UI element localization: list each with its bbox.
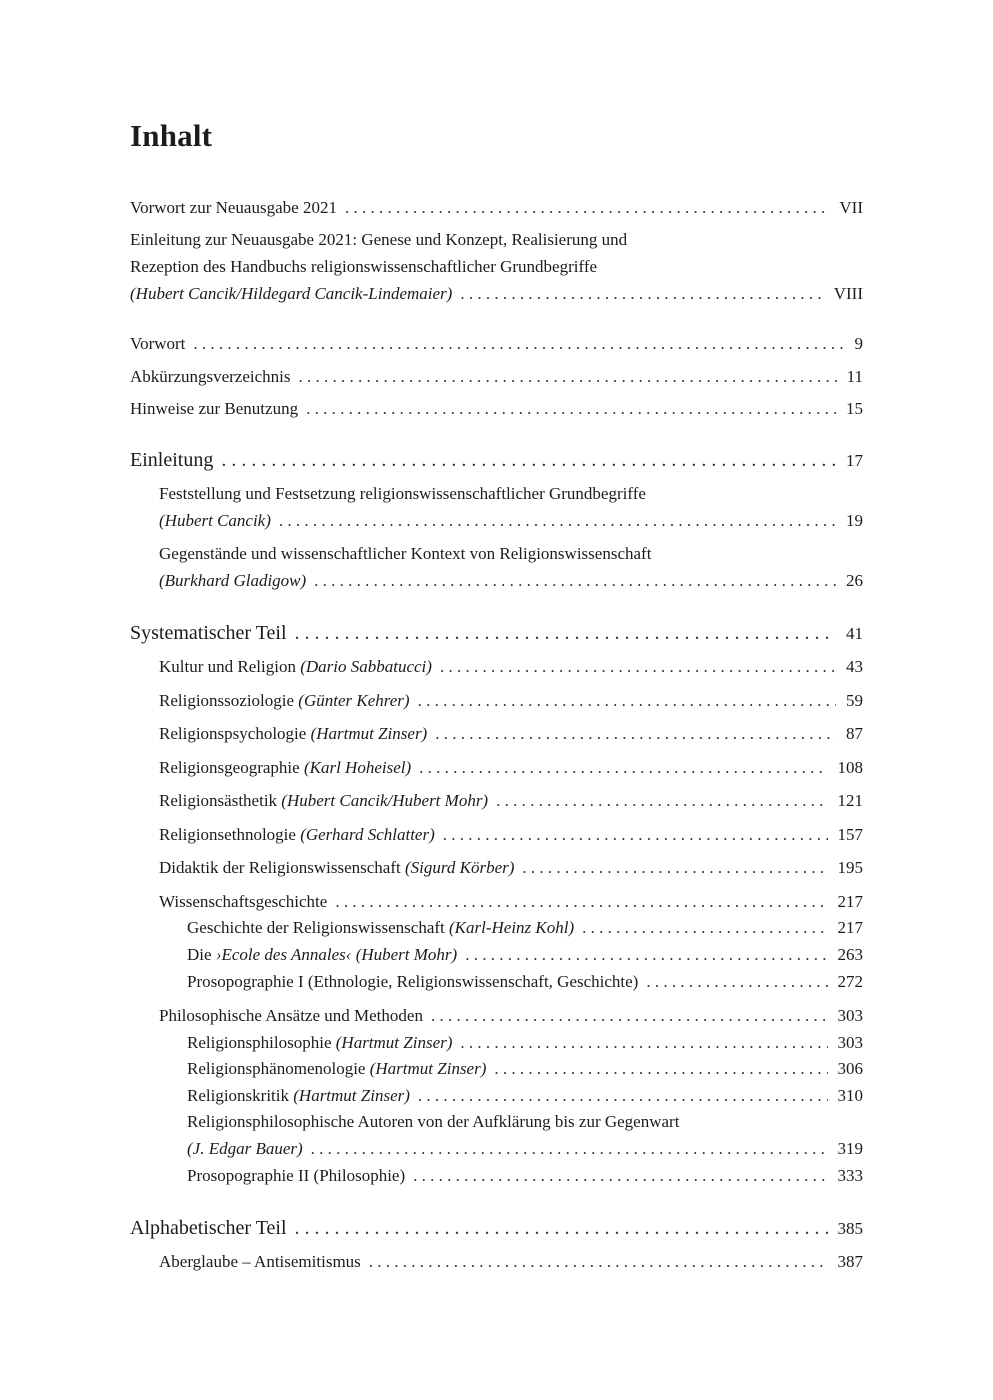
dot-leader bbox=[460, 1033, 827, 1053]
toc-entry-einleitung-neuausgabe-line2[interactable]: Rezeption des Handbuchs religionswissenschaftlicher Grundbegriffe bbox=[130, 257, 598, 276]
entry-title: Aberglaube – Antisemitismus bbox=[159, 1252, 361, 1271]
entry-title-with-author bbox=[187, 918, 574, 938]
section-title: Einleitung bbox=[130, 449, 214, 471]
page-number: 195 bbox=[837, 858, 863, 877]
entry-title: Religionsgeographie bbox=[159, 758, 300, 777]
dot-leader bbox=[465, 945, 827, 965]
dot-leader bbox=[345, 198, 829, 218]
entry-title: Religionsästhetik bbox=[159, 791, 278, 810]
toc-entry-einleitung-neuausgabe[interactable] bbox=[130, 284, 863, 304]
toc-entry-religionspsychologie[interactable] bbox=[159, 724, 863, 744]
page-number: 319 bbox=[837, 1139, 863, 1158]
dot-leader bbox=[460, 284, 823, 304]
toc-entry-gegenstaende-line1[interactable]: Gegenstände und wissenschaftlicher Kontext von Religionswissenschaft bbox=[159, 544, 652, 563]
toc-entry-hinweise[interactable] bbox=[130, 399, 863, 419]
dot-leader bbox=[431, 1006, 828, 1026]
toc-entry-autoren-line1[interactable]: Religionsphilosophische Autoren von der Aufklärung bis zur Gegenwart bbox=[187, 1112, 680, 1131]
entry-title: Prosopographie I (Ethnologie, Religionswissenschaft, Geschichte) bbox=[187, 972, 639, 991]
toc-entry-religionssoziologie[interactable] bbox=[159, 691, 863, 711]
dot-leader bbox=[299, 367, 837, 387]
entry-title-with-author bbox=[159, 657, 432, 677]
toc-entry-philosophische-ansaetze[interactable] bbox=[159, 1006, 863, 1026]
dot-leader bbox=[418, 691, 836, 711]
dot-leader bbox=[496, 791, 827, 811]
toc-entry-religionsaesthetik[interactable] bbox=[159, 791, 863, 811]
section-title: Alphabetischer Teil bbox=[130, 1217, 287, 1239]
entry-author: (Karl Hoheisel) bbox=[303, 758, 412, 777]
toc-entry-wissenschaftsgeschichte[interactable] bbox=[159, 892, 863, 912]
dot-leader bbox=[335, 892, 827, 912]
entry-author: (Gerhard Schlatter) bbox=[300, 825, 435, 844]
entry-author: (Hubert Cancik/Hildegard Cancik-Lindemaier) bbox=[130, 284, 453, 303]
entry-title-with-author bbox=[187, 1059, 486, 1079]
entry-title: Abkürzungsverzeichnis bbox=[130, 367, 291, 386]
entry-title-with-author bbox=[159, 691, 410, 711]
dot-leader bbox=[295, 621, 836, 645]
page-number: 11 bbox=[846, 367, 863, 386]
entry-author: (Hartmut Zinser) bbox=[310, 724, 428, 743]
page-number: 303 bbox=[837, 1033, 863, 1052]
dot-leader bbox=[295, 1216, 828, 1240]
dot-leader bbox=[646, 972, 827, 992]
toc-entry-religionsphaenomenologie[interactable] bbox=[187, 1059, 863, 1079]
toc-entry-kultur-und-religion[interactable] bbox=[159, 657, 863, 677]
page-number: 41 bbox=[846, 624, 863, 643]
page-number: 9 bbox=[854, 334, 863, 353]
entry-title-with-author bbox=[187, 945, 457, 965]
page-number: 263 bbox=[837, 945, 863, 964]
entry-title: Kultur und Religion bbox=[159, 657, 296, 676]
entry-prefix: Die bbox=[187, 945, 216, 964]
page-number: 26 bbox=[846, 571, 863, 590]
toc-section-systematischer-teil[interactable] bbox=[130, 621, 863, 646]
dot-leader bbox=[314, 571, 836, 591]
dot-leader bbox=[494, 1059, 827, 1079]
toc-entry-feststellung[interactable] bbox=[159, 511, 863, 531]
page-number: 217 bbox=[837, 918, 863, 937]
entry-title: Wissenschaftsgeschichte bbox=[159, 892, 328, 911]
dot-leader bbox=[418, 1086, 828, 1106]
page-number: 306 bbox=[837, 1059, 863, 1078]
entry-title: Religionsphilosophie bbox=[187, 1033, 332, 1052]
dot-leader bbox=[279, 511, 836, 531]
entry-title: Religionsphänomenologie bbox=[187, 1059, 366, 1078]
dot-leader bbox=[440, 657, 836, 677]
entry-author: (J. Edgar Bauer) bbox=[187, 1139, 303, 1158]
page-number: 333 bbox=[837, 1166, 863, 1185]
entry-author: (Karl-Heinz Kohl) bbox=[449, 918, 575, 937]
entry-author: (Hubert Cancik/Hubert Mohr) bbox=[281, 791, 489, 810]
page-number: 303 bbox=[837, 1006, 863, 1025]
toc-entry-feststellung-line1[interactable]: Feststellung und Festsetzung religionswissenschaftlicher Grundbegriffe bbox=[159, 484, 646, 503]
dot-leader bbox=[419, 758, 827, 778]
toc-entry-didaktik[interactable] bbox=[159, 858, 863, 878]
page-number: VIII bbox=[833, 284, 863, 303]
entry-title: Religionssoziologie bbox=[159, 691, 295, 710]
entry-author: (Hubert Mohr) bbox=[355, 945, 458, 964]
page-number: 121 bbox=[837, 791, 863, 810]
page-number: 217 bbox=[837, 892, 863, 911]
dot-leader bbox=[369, 1252, 828, 1272]
dot-leader bbox=[306, 399, 836, 419]
entry-author: (Hartmut Zinser) bbox=[369, 1059, 487, 1078]
toc-entry-gegenstaende[interactable] bbox=[159, 571, 863, 591]
entry-title: ›Ecole des Annales‹ bbox=[215, 945, 352, 964]
entry-title: Prosopographie II (Philosophie) bbox=[187, 1166, 406, 1185]
dot-leader bbox=[413, 1166, 827, 1186]
toc-entry-ecole-des-annales[interactable] bbox=[187, 945, 863, 965]
page-number: 19 bbox=[846, 511, 863, 530]
page-number: 385 bbox=[837, 1219, 863, 1238]
dot-leader bbox=[193, 334, 844, 354]
entry-title: Religionskritik bbox=[187, 1086, 289, 1105]
page-number: 43 bbox=[846, 657, 863, 676]
entry-title: Vorwort bbox=[130, 334, 186, 353]
entry-title-with-author bbox=[159, 858, 514, 878]
page-number: 108 bbox=[837, 758, 863, 777]
page-number: 59 bbox=[846, 691, 863, 710]
entry-title-with-author bbox=[159, 758, 411, 778]
page-number: 272 bbox=[837, 972, 863, 991]
entry-title: Hinweise zur Benutzung bbox=[130, 399, 299, 418]
toc-entry-prosopographie-1[interactable] bbox=[187, 972, 863, 992]
entry-title-with-author bbox=[159, 825, 435, 845]
toc-entry-religionsethnologie[interactable] bbox=[159, 825, 863, 845]
entry-author: (Hartmut Zinser) bbox=[335, 1033, 453, 1052]
toc-entry-religionskritik[interactable] bbox=[187, 1086, 863, 1106]
dot-leader bbox=[582, 918, 827, 938]
page-number: 87 bbox=[846, 724, 863, 743]
dot-leader bbox=[311, 1139, 828, 1159]
toc-entry-aberglaube[interactable] bbox=[159, 1252, 863, 1272]
entry-title-with-author bbox=[159, 791, 488, 811]
page-number: VII bbox=[839, 198, 863, 217]
entry-author: (Sigurd Körber) bbox=[405, 858, 515, 877]
entry-title-with-author bbox=[159, 724, 427, 744]
toc-entry-einleitung-neuausgabe-line1[interactable]: Einleitung zur Neuausgabe 2021: Genese und Konzept, Realisierung und bbox=[130, 230, 628, 249]
toc-entry-geschichte-religionswissenschaft[interactable] bbox=[187, 918, 863, 938]
entry-title-with-author bbox=[187, 1033, 452, 1053]
entry-title: Geschichte der Religionswissenschaft bbox=[187, 918, 445, 937]
toc-entry-prosopographie-2[interactable] bbox=[187, 1166, 863, 1186]
page-number: 17 bbox=[846, 451, 863, 470]
toc-section-alphabetischer-teil[interactable] bbox=[130, 1216, 863, 1241]
dot-leader bbox=[522, 858, 827, 878]
entry-author: (Dario Sabbatucci) bbox=[300, 657, 432, 676]
entry-author: (Burkhard Gladigow) bbox=[159, 571, 307, 590]
dot-leader bbox=[221, 448, 836, 472]
entry-title: Religionspsychologie bbox=[159, 724, 307, 743]
entry-author: (Hubert Cancik) bbox=[159, 511, 271, 530]
page-number: 157 bbox=[837, 825, 863, 844]
toc-entry-religionsgeographie[interactable] bbox=[159, 758, 863, 778]
entry-title: Religionsethnologie bbox=[159, 825, 296, 844]
dot-leader bbox=[435, 724, 836, 744]
entry-title: Didaktik der Religionswissenschaft bbox=[159, 858, 401, 877]
entry-title-with-author bbox=[187, 1086, 410, 1106]
entry-author: (Hartmut Zinser) bbox=[293, 1086, 410, 1105]
dot-leader bbox=[443, 825, 828, 845]
entry-title: Philosophische Ansätze und Methoden bbox=[159, 1006, 423, 1025]
page-number: 310 bbox=[837, 1086, 863, 1105]
page-number: 15 bbox=[846, 399, 863, 418]
toc-entry-abkuerzungsverzeichnis[interactable] bbox=[130, 367, 863, 387]
toc-section-einleitung[interactable] bbox=[130, 448, 863, 473]
toc-entry-vorwort-neuausgabe[interactable] bbox=[130, 198, 863, 218]
toc-entry-vorwort[interactable] bbox=[130, 334, 863, 354]
page-title: Inhalt bbox=[130, 118, 213, 153]
toc-entry-autoren[interactable] bbox=[187, 1139, 863, 1159]
section-title: Systematischer Teil bbox=[130, 622, 287, 644]
toc-entry-religionsphilosophie[interactable] bbox=[187, 1033, 863, 1053]
page-number: 387 bbox=[837, 1252, 863, 1271]
entry-title: Vorwort zur Neuausgabe 2021 bbox=[130, 198, 337, 217]
entry-author: (Günter Kehrer) bbox=[298, 691, 410, 710]
